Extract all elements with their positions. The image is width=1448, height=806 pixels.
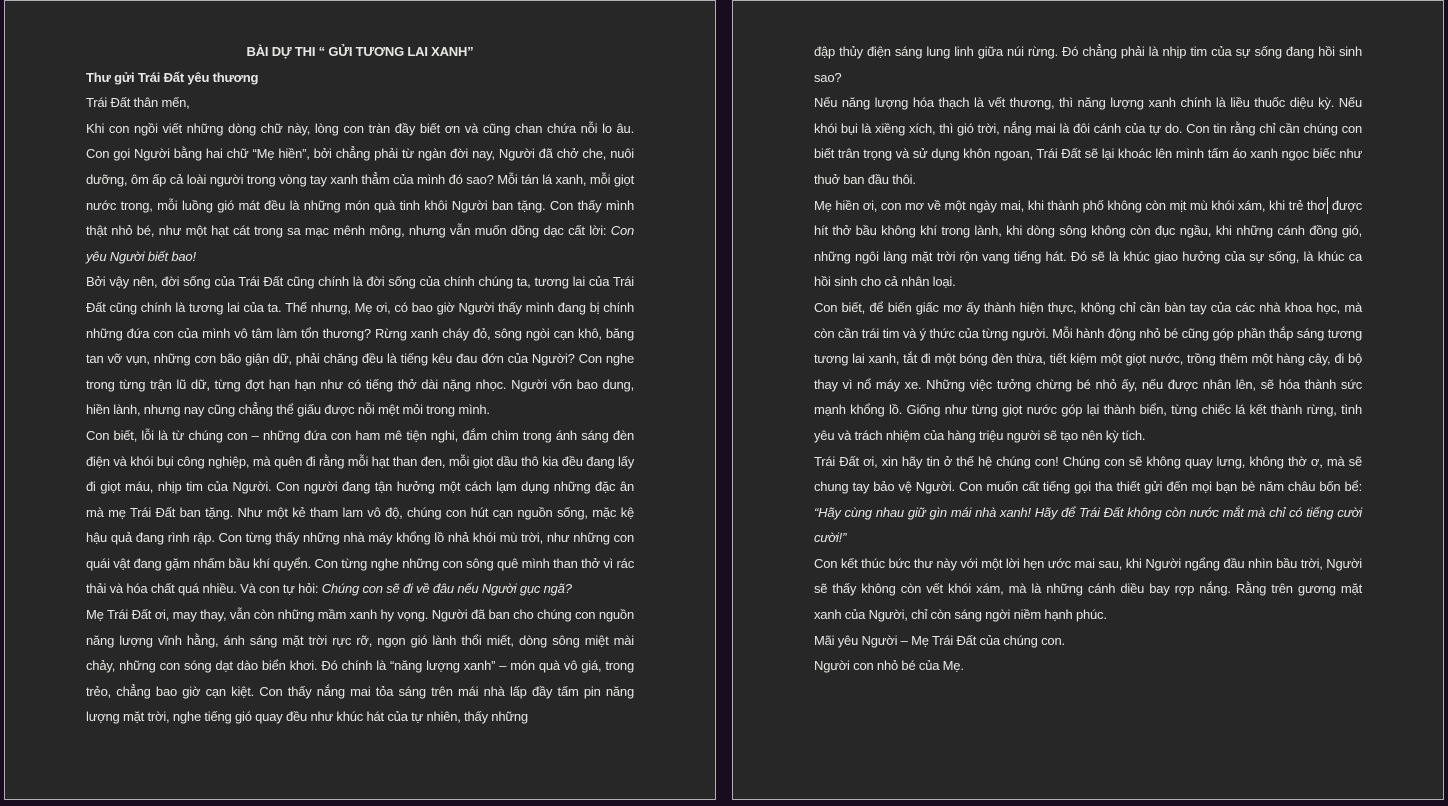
text-run: Thư gửi Trái Đất yêu thương [86,69,259,85]
paragraph[interactable] [86,116,634,270]
paragraph[interactable] [86,602,634,730]
letter-title[interactable] [86,65,634,91]
text-run: đập thủy điện sáng lung linh giữa núi rừng. Đó chẳng phải là nhịp tim của sự sống đang hồi sinh sao? [814,44,1362,85]
text-run: Con biết, để biến giấc mơ ấy thành hiện thực, không chỉ cần bàn tay của các nhà khoa học, mà còn cần trái tim và ý thức của từng người. Mỗi hành động nhỏ bé cũng góp phần thắp sáng tương tương lai xanh, tắt đi một bóng đèn thừa, tiết kiệm một giọt nước, trồng thêm một hàng cây, đi bộ thay vì nổ máy xe. Những việc tưởng chừng bé nhỏ ấy, nếu được nhân lên, sẽ hóa thành sức mạnh khổng lồ. Giống như từng giọt nước góp lại thành biển, từng chiếc lá kết thành rừng, tình yêu và trách nhiệm của hàng triệu người sẽ tạo nên kỳ tích. [814,299,1362,443]
text-run: Mãi yêu Người – Mẹ Trái Đất của chúng con. [814,632,1065,648]
document-page-1[interactable] [4,0,716,800]
page-1-text-area [5,1,715,730]
closing-line[interactable] [814,628,1362,654]
text-run: Trái Đất ơi, xin hãy tin ở thế hệ chúng con! Chúng con sẽ không quay lưng, không thờ ơ, mà sẽ chung tay bảo vệ Người. Con muốn cất tiếng gọi tha thiết gửi đến mọi bạn bè năm châu bốn bể: [814,453,1362,495]
contest-title[interactable] [86,39,634,65]
paragraph[interactable] [86,269,634,423]
text-run: Con biết, lỗi là từ chúng con – những đứa con ham mê tiện nghi, đắm chìm trong ánh sáng đèn điện và khói bụi công nghiệp, mà quên đi rằng mỗi hạt than đen, mỗi giọt dầu thô kia đều đang lấy đi giọt máu, nhịp tim của Người. Con người đang tận hưởng một cách lạm dụng những đặc ân mà mẹ Trái Đất ban tặng. Như một kẻ tham lam vô độ, chúng con hút cạn nguồn sống, mặc kệ hậu quả đang rình rập. Con từng thấy những nhà máy khổng lồ nhả khói mù trời, như những con quái vật đang gặm nhấm bầu khí quyển. Con từng nghe những con sông quê mình than thở vì rác thải và hóa chất quá nhiều. Và con tự hỏi: [86,427,634,597]
signature-line[interactable] [814,653,1362,679]
text-run: “Hãy cùng nhau giữ gìn mái nhà xanh! Hãy để Trái Đất không còn nước mắt mà chỉ có tiếng cười cười!” [814,504,1362,546]
paragraph[interactable] [814,295,1362,449]
salutation[interactable] [86,90,634,116]
text-run: Mẹ hiền ơi, con mơ về một ngày mai, khi thành phố không còn mịt mù khói xám, khi trẻ thơ [814,197,1326,213]
text-run: Nếu năng lượng hóa thạch là vết thương, thì năng lượng xanh chính là liều thuốc diệu kỳ. Nếu khói bụi là xiềng xích, thì gió trời, nắng mai là đôi cánh của tự do. Con tin rằng chỉ cần chúng con biết trân trọng và sử dụng khôn ngoan, Trái Đất sẽ lại khoác lên mình tấm áo xanh ngọc biếc như thuở ban đầu thôi. [814,95,1362,187]
paragraph[interactable] [86,423,634,602]
document-page-2[interactable] [732,0,1444,800]
text-run: Con yêu Người biết bao! [86,223,634,264]
text-run: được hít thở bầu không khí trong lành, khi dòng sông không còn đục ngầu, khi những cánh đồng gió, những ngôi làng mặt trời rộn vang tiếng hát. Đó sẽ là khúc giao hưởng của sự sống, là khúc ca hồi sinh cho cả nhân loại. [814,197,1362,290]
text-run: Bởi vậy nên, đời sống của Trái Đất cũng chính là đời sống của chính chúng ta, tương lai của Trái Đất cũng chính là tương lai của ta. Thế nhưng, Mẹ ơi, có bao giờ Người thấy mình đang bị chính những đứa con của mình vô tâm làm tổn thương? Rừng xanh cháy đỏ, sông ngòi cạn khô, băng tan vỡ vụn, những cơn bão giận dữ, phải chăng đều là tiếng kêu đau đớn của Người? Con nghe trong từng trận lũ dữ, từng đợt hạn hạn như có tiếng thở dài nặng nhọc. Người vốn bao dung, hiền lành, nhưng nay cũng chẳng thể giấu được nỗi mệt mỏi trong mình. [86,274,634,418]
text-run: Khi con ngồi viết những dòng chữ này, lòng con tràn đầy biết ơn và cũng chan chứa nỗi lo âu. Con gọi Người bằng hai chữ “Mẹ hiền”, bởi chẳng phải từ ngàn đời nay, Người đã chở che, nuôi dưỡng, ôm ấp cả loài người trong vòng tay xanh thẳm của mình đó sao? Mỗi tán lá xanh, mỗi giọt nước trong, mỗi luồng gió mát đều là những món quà tinh khôi Người ban tặng. Con thấy mình thật nhỏ bé, như một hạt cát trong sa mạc mênh mông, nhưng vẫn muốn dõng dạc cất lời: [86,120,634,239]
text-run: Mẹ Trái Đất ơi, may thay, vẫn còn những mầm xanh hy vọng. Người đã ban cho chúng con nguồn năng lượng vĩnh hằng, ánh sáng mặt trời rực rỡ, ngọn gió lành thổi miết, dòng sông miệt mài chảy, những con sóng dạt dào biển khơi. Đó chính là “năng lượng xanh” – món quà vô giá, trong trẻo, chẳng bao giờ cạn kiệt. Con thấy nắng mai tỏa sáng trên mái nhà lấp đầy tấm pin năng lượng mặt trời, nghe tiếng gió quay đều như khúc hát của tự nhiên, thấy những [86,607,634,725]
text-run: BÀI DỰ THI “ GỬI TƯƠNG LAI XANH” [246,44,474,59]
paragraph[interactable] [814,193,1362,295]
paragraph[interactable] [814,449,1362,551]
text-run: Chúng con sẽ đi về đâu nếu Người gục ngã? [321,581,572,597]
paragraph[interactable] [814,551,1362,628]
text-run: Người con nhỏ bé của Mẹ. [814,658,964,674]
paragraph[interactable] [814,39,1362,90]
paragraph[interactable] [814,90,1362,192]
text-run: Trái Đất thân mến, [86,95,190,111]
text-run: Con kết thúc bức thư này với một lời hẹn ước mai sau, khi Người ngẩng đầu nhìn bầu trời, Người sẽ thấy không còn vết khói xám, mà là những cánh diều bay rợp nắng. Rằng trên gương mặt xanh của Người, chỉ còn sáng ngời niềm hạnh phúc. [814,555,1362,623]
page-2-text-area [733,1,1443,679]
